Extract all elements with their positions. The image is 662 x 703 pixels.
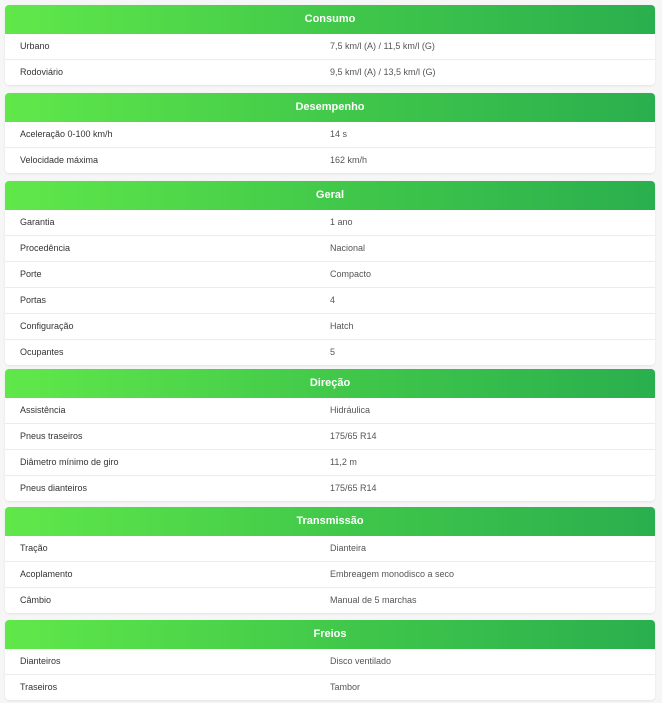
spec-row (5, 536, 655, 562)
spec-row (5, 340, 655, 365)
spec-label: Velocidade máxima (20, 155, 99, 165)
section-title: Desempenho (5, 93, 655, 122)
section-freios (5, 620, 655, 700)
spec-label: Pneus traseiros (20, 431, 83, 441)
spec-row (5, 262, 655, 288)
section-title: Freios (5, 620, 655, 649)
spec-value: Manual de 5 marchas (330, 595, 417, 605)
section-transmissao (5, 507, 655, 613)
section-desempenho (5, 93, 655, 173)
spec-label: Urbano (20, 41, 50, 51)
section-geral (5, 181, 655, 365)
spec-row (5, 424, 655, 450)
spec-value: 7,5 km/l (A) / 11,5 km/l (G) (330, 41, 435, 51)
spec-row (5, 236, 655, 262)
spec-row (5, 210, 655, 236)
spec-value: 175/65 R14 (330, 483, 377, 493)
spec-value: 9,5 km/l (A) / 13,5 km/l (G) (330, 67, 436, 77)
section-direcao (5, 369, 655, 501)
spec-value: Hidráulica (330, 405, 371, 415)
spec-value: 11,2 m (330, 457, 357, 467)
spec-value: Tambor (330, 682, 361, 692)
spec-value: 4 (330, 295, 336, 305)
spec-value: 162 km/h (330, 155, 368, 165)
spec-row (5, 398, 655, 424)
spec-label: Assistência (20, 405, 66, 415)
section-title: Consumo (5, 5, 655, 34)
spec-row (5, 476, 655, 501)
spec-label: Câmbio (20, 595, 52, 605)
spec-label: Dianteiros (20, 656, 61, 666)
section-title: Transmissão (5, 507, 655, 536)
spec-value: Hatch (330, 321, 354, 331)
spec-value: 14 s (330, 129, 348, 139)
spec-row (5, 60, 655, 85)
spec-label: Configuração (20, 321, 74, 331)
spec-label: Pneus dianteiros (20, 483, 88, 493)
spec-row (5, 588, 655, 613)
spec-row (5, 649, 655, 675)
spec-value: Embreagem monodisco a seco (330, 569, 455, 579)
section-title: Direção (5, 369, 655, 398)
spec-label: Porte (20, 269, 42, 279)
spec-row (5, 288, 655, 314)
spec-label: Ocupantes (20, 347, 64, 357)
spec-row (5, 148, 655, 173)
spec-value: 5 (330, 347, 336, 357)
spec-label: Traseiros (20, 682, 58, 692)
spec-label: Garantia (20, 217, 55, 227)
spec-value: Nacional (330, 243, 366, 253)
spec-row (5, 675, 655, 700)
spec-label: Acoplamento (20, 569, 73, 579)
spec-row (5, 34, 655, 60)
spec-row (5, 122, 655, 148)
spec-value: Disco ventilado (330, 656, 392, 666)
spec-value: Dianteira (330, 543, 367, 553)
spec-value: 175/65 R14 (330, 431, 377, 441)
spec-label: Tração (20, 543, 48, 553)
spec-label: Diâmetro mínimo de giro (20, 457, 119, 467)
spec-value: Compacto (330, 269, 372, 279)
spec-value: 1 ano (330, 217, 353, 227)
spec-row (5, 562, 655, 588)
section-consumo (5, 5, 655, 85)
spec-label: Rodoviário (20, 67, 64, 77)
spec-row (5, 450, 655, 476)
section-title: Geral (5, 181, 655, 210)
spec-row (5, 314, 655, 340)
spec-label: Procedência (20, 243, 71, 253)
spec-label: Aceleração 0-100 km/h (20, 129, 113, 139)
spec-label: Portas (20, 295, 47, 305)
